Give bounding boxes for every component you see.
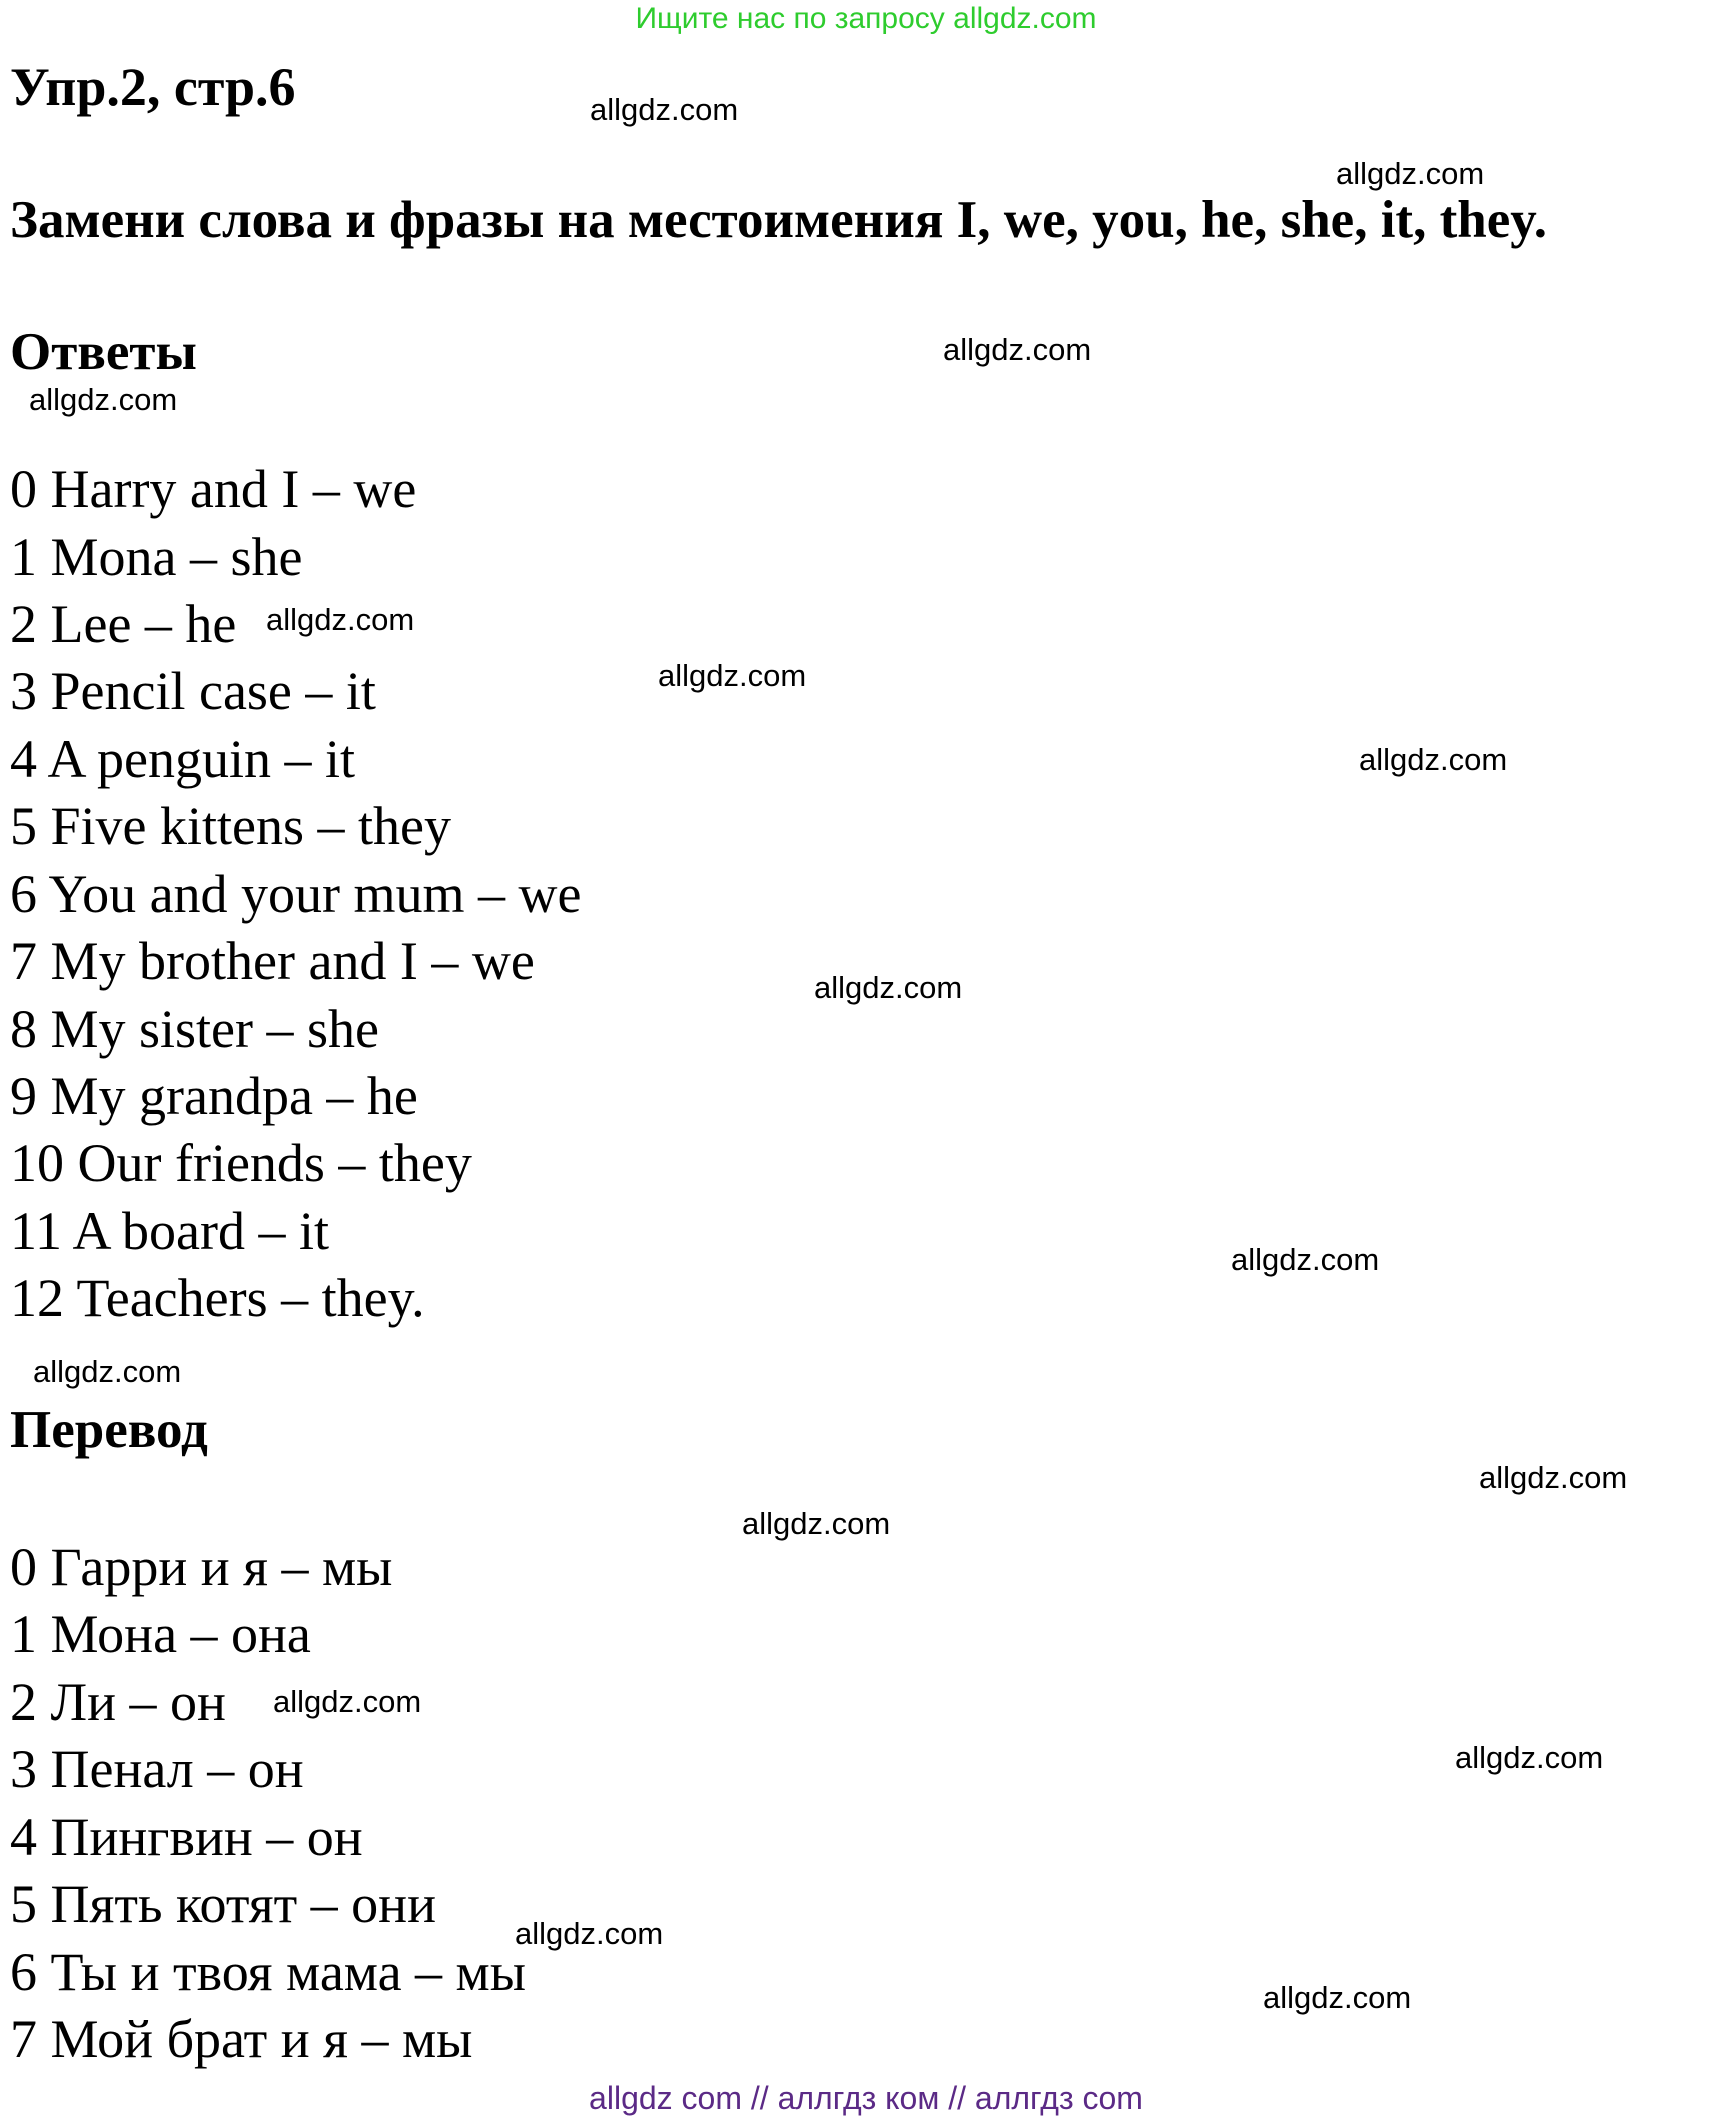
answer-line: 8 My sister – she [10, 999, 379, 1059]
watermark: allgdz.com [742, 1506, 891, 1541]
translation-line: 7 Мой брат и я – мы [10, 2009, 473, 2069]
watermark: allgdz.com [266, 602, 415, 637]
answer-line: 11 A board – it [10, 1201, 329, 1261]
watermark: allgdz.com [1336, 156, 1485, 191]
translation-line: 3 Пенал – он [10, 1739, 304, 1799]
answers-heading: Ответы [10, 323, 197, 381]
answer-line: 2 Lee – he [10, 594, 237, 654]
task-instruction: Замени слова и фразы на местоимения I, we, you, he, she, it, they. [10, 191, 1548, 249]
watermark: allgdz.com [1359, 742, 1508, 777]
translation-line: 1 Мона – она [10, 1604, 311, 1664]
watermark: allgdz.com [33, 1354, 182, 1389]
answer-line: 0 Harry and I – we [10, 459, 417, 519]
translation-line: 4 Пингвин – он [10, 1807, 363, 1867]
translation-line: 0 Гарри и я – мы [10, 1537, 393, 1597]
watermark: allgdz.com [29, 382, 178, 417]
watermark: allgdz.com [814, 970, 963, 1005]
watermark: allgdz.com [515, 1916, 664, 1951]
watermark: allgdz.com [1231, 1242, 1380, 1277]
footer-watermark[interactable]: allgdz com // аллгдз ком // аллгдз com [589, 2080, 1143, 2116]
watermark: allgdz.com [1263, 1980, 1412, 2015]
watermark: allgdz.com [943, 332, 1092, 367]
translation-line: 5 Пять котят – они [10, 1874, 436, 1934]
watermark: allgdz.com [273, 1684, 422, 1719]
answer-line: 3 Pencil case – it [10, 661, 376, 721]
answer-line: 10 Our friends – they [10, 1133, 472, 1193]
translation-line: 2 Ли – он [10, 1672, 226, 1732]
translation-heading: Перевод [10, 1401, 208, 1459]
answer-line: 4 A penguin – it [10, 729, 356, 789]
answer-line: 12 Teachers – they. [10, 1268, 425, 1328]
watermark: allgdz.com [658, 658, 807, 693]
top-banner[interactable]: Ищите нас по запросу allgdz.com [635, 2, 1097, 35]
watermark: allgdz.com [1479, 1460, 1628, 1495]
answer-line: 6 You and your mum – we [10, 864, 582, 924]
answer-line: 1 Mona – she [10, 527, 303, 587]
answer-line: 7 My brother and I – we [10, 931, 535, 991]
translation-line: 6 Ты и твоя мама – мы [10, 1942, 527, 2002]
watermark: allgdz.com [590, 92, 739, 127]
answer-line: 5 Five kittens – they [10, 796, 451, 856]
watermark: allgdz.com [1455, 1740, 1604, 1775]
answer-line: 9 My grandpa – he [10, 1066, 418, 1126]
exercise-title: Упр.2, стр.6 [10, 57, 296, 117]
